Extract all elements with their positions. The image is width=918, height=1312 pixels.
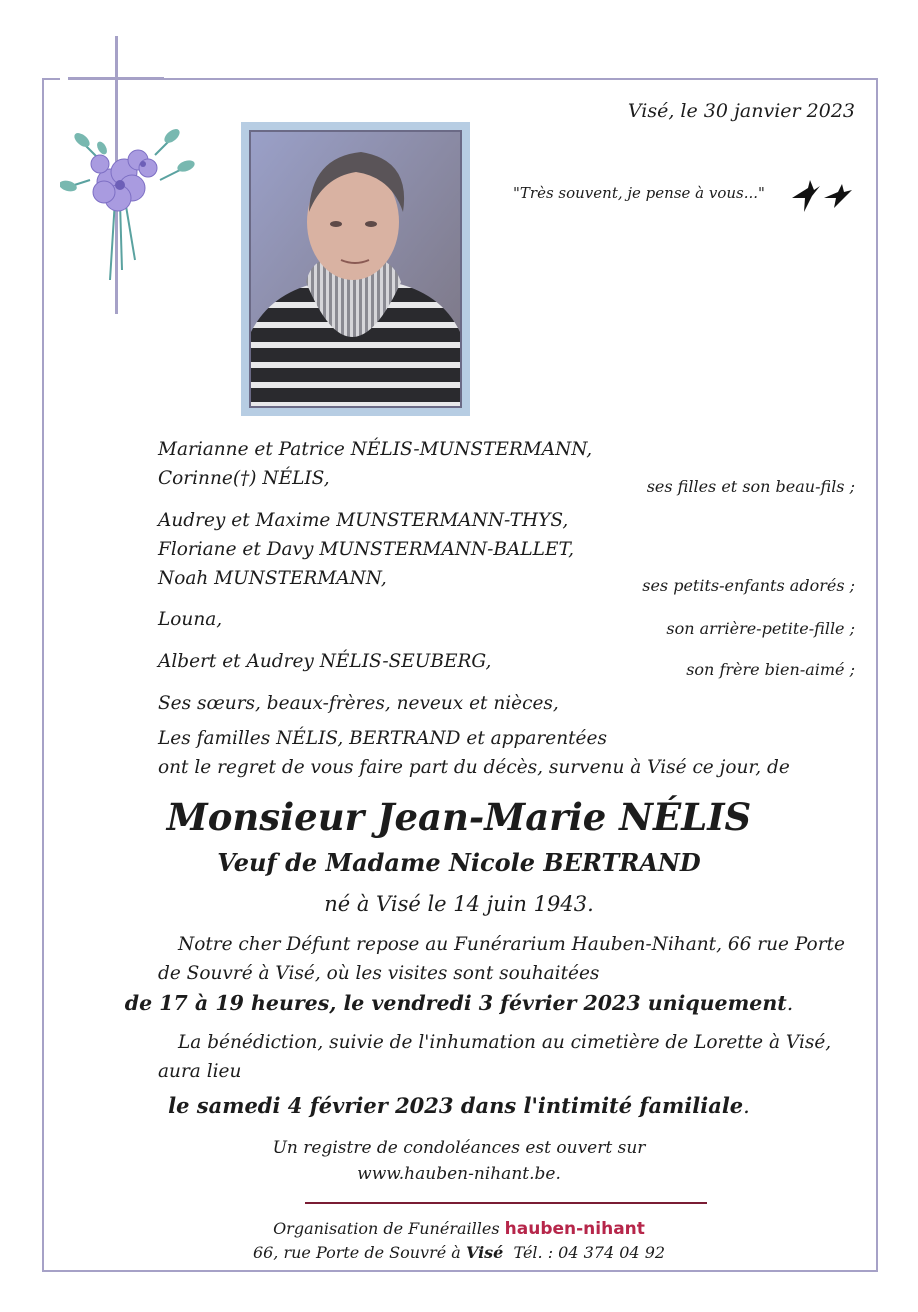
visitation-text: Notre cher Défunt repose au Funérarium Hauben-Nihant, 66 rue Porte — [178, 934, 845, 955]
ceremony-date-text: le samedi 4 février 2023 dans l'intimité familiale — [168, 1093, 744, 1118]
brand-logo: hauben-nihant — [504, 1219, 645, 1239]
visitation-text: de Souvré à Visé, où les visites sont souhaitées — [158, 963, 600, 984]
birth-line: né à Visé le 14 juin 1943. — [324, 892, 594, 916]
relation-label: son frère bien-aimé ; — [686, 660, 855, 679]
family-line: Noah MUNSTERMANN, — [158, 568, 387, 589]
visitation-hours-text: de 17 à 19 heures, le vendredi 3 février 2023 uniquement — [124, 991, 787, 1015]
address-line — [0, 1240, 918, 1266]
family-line: Ses sœurs, beaux-frères, neveux et nièces, — [158, 693, 559, 714]
address-text: 66, rue Porte de Souvré à — [252, 1243, 461, 1262]
portrait-frame — [241, 122, 470, 416]
deceased-name: Monsieur Jean-Marie NÉLIS — [166, 795, 752, 839]
family-line: Corinne(†) NÉLIS, — [158, 468, 330, 489]
widower-line: Veuf de Madame Nicole BERTRAND — [217, 848, 701, 877]
registry-link[interactable]: www.hauben-nihant.be. — [357, 1164, 561, 1184]
family-line: Audrey et Maxime MUNSTERMANN-THYS, — [158, 510, 569, 531]
swallows-icon — [790, 178, 854, 214]
phone-number: Tél. : 04 374 04 92 — [513, 1243, 666, 1262]
family-line: Marianne et Patrice NÉLIS-MUNSTERMANN, — [158, 439, 593, 460]
relation-label: son arrière-petite-fille ; — [666, 619, 855, 638]
family-line: Albert et Audrey NÉLIS-SEUBERG, — [158, 651, 492, 672]
announcement-line: ont le regret de vous faire part du décès, survenu à Visé ce jour, de — [158, 757, 790, 778]
family-line: Louna, — [158, 609, 223, 630]
footer-separator — [305, 1202, 707, 1204]
quote: "Très souvent, je pense à vous..." — [513, 184, 765, 202]
date-line: Visé, le 30 janvier 2023 — [627, 100, 855, 122]
relation-label: ses petits-enfants adorés ; — [642, 576, 855, 595]
registry-text: Un registre de condoléances est ouvert sur — [272, 1138, 646, 1158]
visitation-hours-dot: . — [786, 991, 794, 1015]
address-city: Visé — [465, 1243, 504, 1262]
ceremony-text: aura lieu — [158, 1061, 242, 1082]
ceremony-date-dot: . — [743, 1094, 750, 1118]
relation-label: ses filles et son beau-fils ; — [646, 477, 855, 496]
portrait-photo — [249, 130, 462, 408]
visitation-hours — [0, 991, 918, 1015]
ceremony-date — [0, 1093, 918, 1118]
flower-bouquet-icon — [60, 120, 200, 290]
organizer-line — [0, 1216, 918, 1242]
family-line: Floriane et Davy MUNSTERMANN-BALLET, — [158, 539, 574, 560]
organizer-prefix: Organisation de Funérailles — [273, 1219, 500, 1238]
family-line: Les familles NÉLIS, BERTRAND et apparentées — [158, 728, 607, 749]
cross-icon-bar — [68, 77, 164, 80]
ceremony-text: La bénédiction, suivie de l'inhumation au cimetière de Lorette à Visé, — [178, 1032, 832, 1053]
